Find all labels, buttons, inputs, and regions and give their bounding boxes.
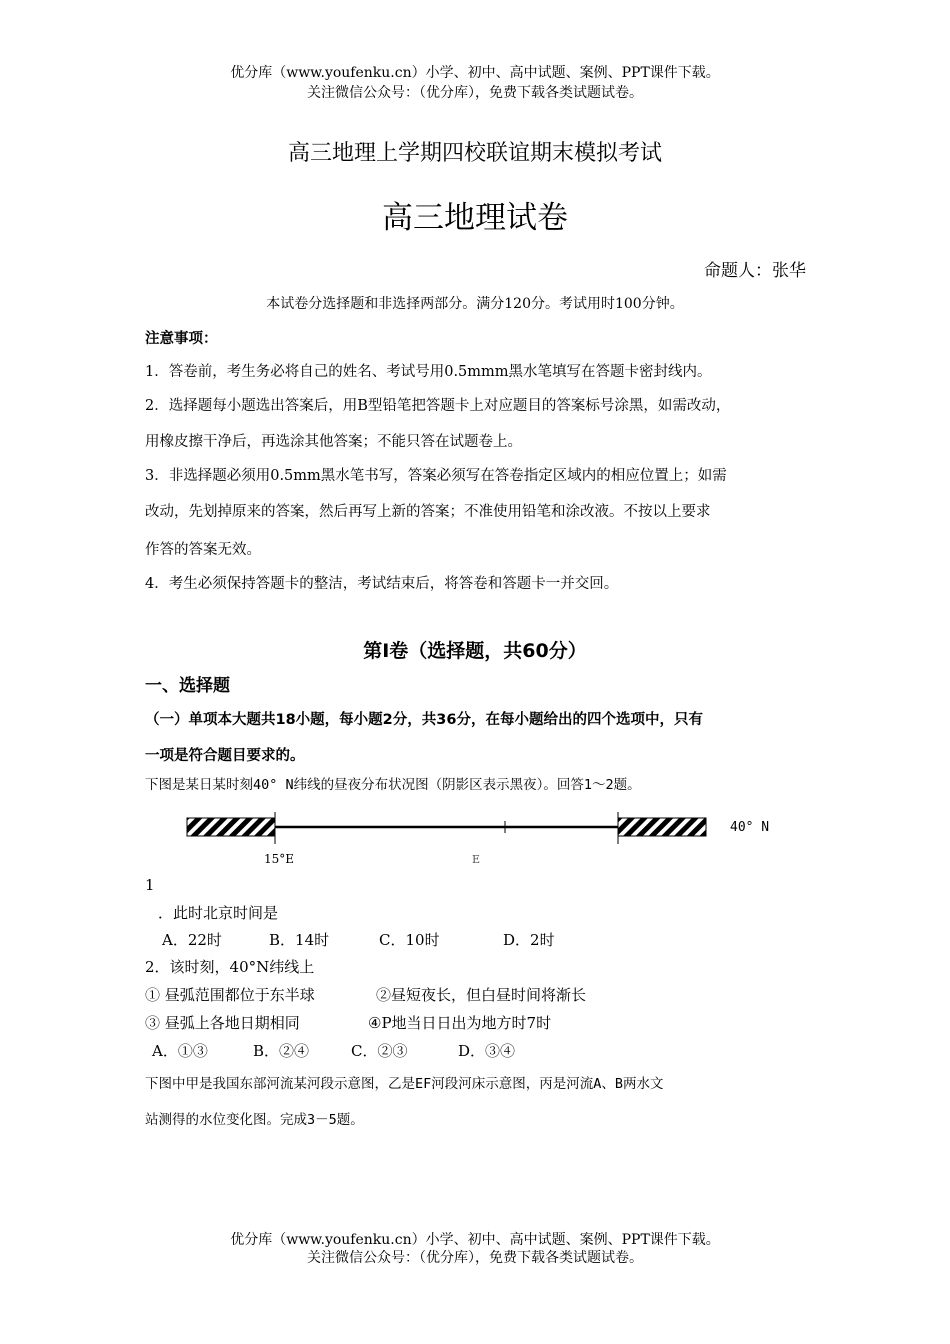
q2-statement-1: ① 昼弧范围都位于东半球	[145, 986, 315, 1004]
exam-author: 命题人：张华	[704, 261, 806, 281]
night-arc-left	[187, 818, 275, 836]
header-line-2: 关注微信公众号：（优分库），免费下载各类试题试卷。	[307, 85, 643, 101]
exam-intro: 本试卷分选择题和非选择两部分。满分120分。考试用时100分钟。	[266, 296, 684, 312]
note-line: 3．非选择题必须用0.5mm黑水笔书写，答案必须写在答卷指定区域内的相应位置上；如需	[145, 468, 727, 484]
footer-line-2: 关注微信公众号：（优分库），免费下载各类试题试卷。	[307, 1250, 643, 1266]
notes-heading: 注意事项：	[145, 331, 218, 347]
q2-stem: 2．该时刻，40°N纬线上	[145, 958, 315, 976]
note-line: 2．选择题每小题选出答案后，用B型铅笔把答题卡上对应题目的答案标号涂黑，如需改动，	[145, 398, 731, 414]
note-line: 改动，先划掉原来的答案，然后再写上新的答案；不准使用铅笔和涂改液。不按以上要求	[145, 504, 711, 520]
note-line: 作答的答案无效。	[145, 542, 261, 558]
part-heading: 一、选择题	[145, 676, 230, 696]
instruction-line-1: （一）单项本大题共18小题，每小题2分，共36分，在每小题给出的四个选项中，只有	[145, 712, 703, 728]
q3-intro-line-2: 站测得的水位变化图。完成3－5题。	[145, 1112, 364, 1128]
latitude-day-night-diagram	[180, 808, 800, 870]
q1-option-d: D．2时	[503, 931, 555, 949]
q2-option-c: C．②③	[351, 1042, 408, 1060]
q1-number: 1	[145, 876, 155, 894]
q2-option-a: A．①③	[152, 1042, 208, 1060]
section-title: 第Ⅰ卷（选择题，共60分）	[363, 640, 587, 662]
latitude-label: 40° N	[730, 820, 770, 835]
header-line-1: 优分库（www.youfenku.cn）小学、初中、高中试题、案例、PPT课件下载。	[230, 65, 720, 81]
q2-option-b: B．②④	[253, 1042, 310, 1060]
q2-statement-2: ②昼短夜长，但白昼时间将渐长	[376, 986, 587, 1004]
longitude-label-left: 15°E	[264, 852, 295, 866]
q2-statement-3: ③ 昼弧上各地日期相同	[145, 1014, 300, 1032]
q1-option-c: C．10时	[379, 931, 440, 949]
q2-statement-4: ④P地当日日出为地方时7时	[368, 1014, 552, 1032]
q2-option-d: D．③④	[458, 1042, 516, 1060]
note-line: 1．答卷前，考生务必将自己的姓名、考试号用0.5mmm黑水笔填写在答题卡密封线内。	[145, 364, 712, 380]
night-arc-right	[618, 818, 706, 836]
q1-option-b: B．14时	[269, 931, 330, 949]
q1-stem: ．此时北京时间是	[158, 904, 279, 922]
exam-subtitle: 高三地理上学期四校联谊期末模拟考试	[287, 141, 662, 166]
longitude-label-mid: E	[472, 853, 481, 866]
exam-title: 高三地理试卷	[382, 200, 568, 236]
footer-line-1: 优分库（www.youfenku.cn）小学、初中、高中试题、案例、PPT课件下载。	[230, 1232, 720, 1248]
q1-option-a: A．22时	[162, 931, 222, 949]
diagram-intro: 下图是某日某时刻40° N纬线的昼夜分布状况图（阴影区表示黑夜）。回答1～2题。	[145, 777, 641, 793]
note-line: 用橡皮擦干净后，再选涂其他答案；不能只答在试题卷上。	[145, 434, 522, 450]
instruction-line-2: 一项是符合题目要求的。	[145, 748, 305, 764]
note-line: 4．考生必须保持答题卡的整洁，考试结束后，将答卷和答题卡一并交回。	[145, 576, 619, 592]
q3-intro-line-1: 下图中甲是我国东部河流某河段示意图，乙是EF河段河床示意图，丙是河流A、B两水文	[145, 1076, 664, 1092]
